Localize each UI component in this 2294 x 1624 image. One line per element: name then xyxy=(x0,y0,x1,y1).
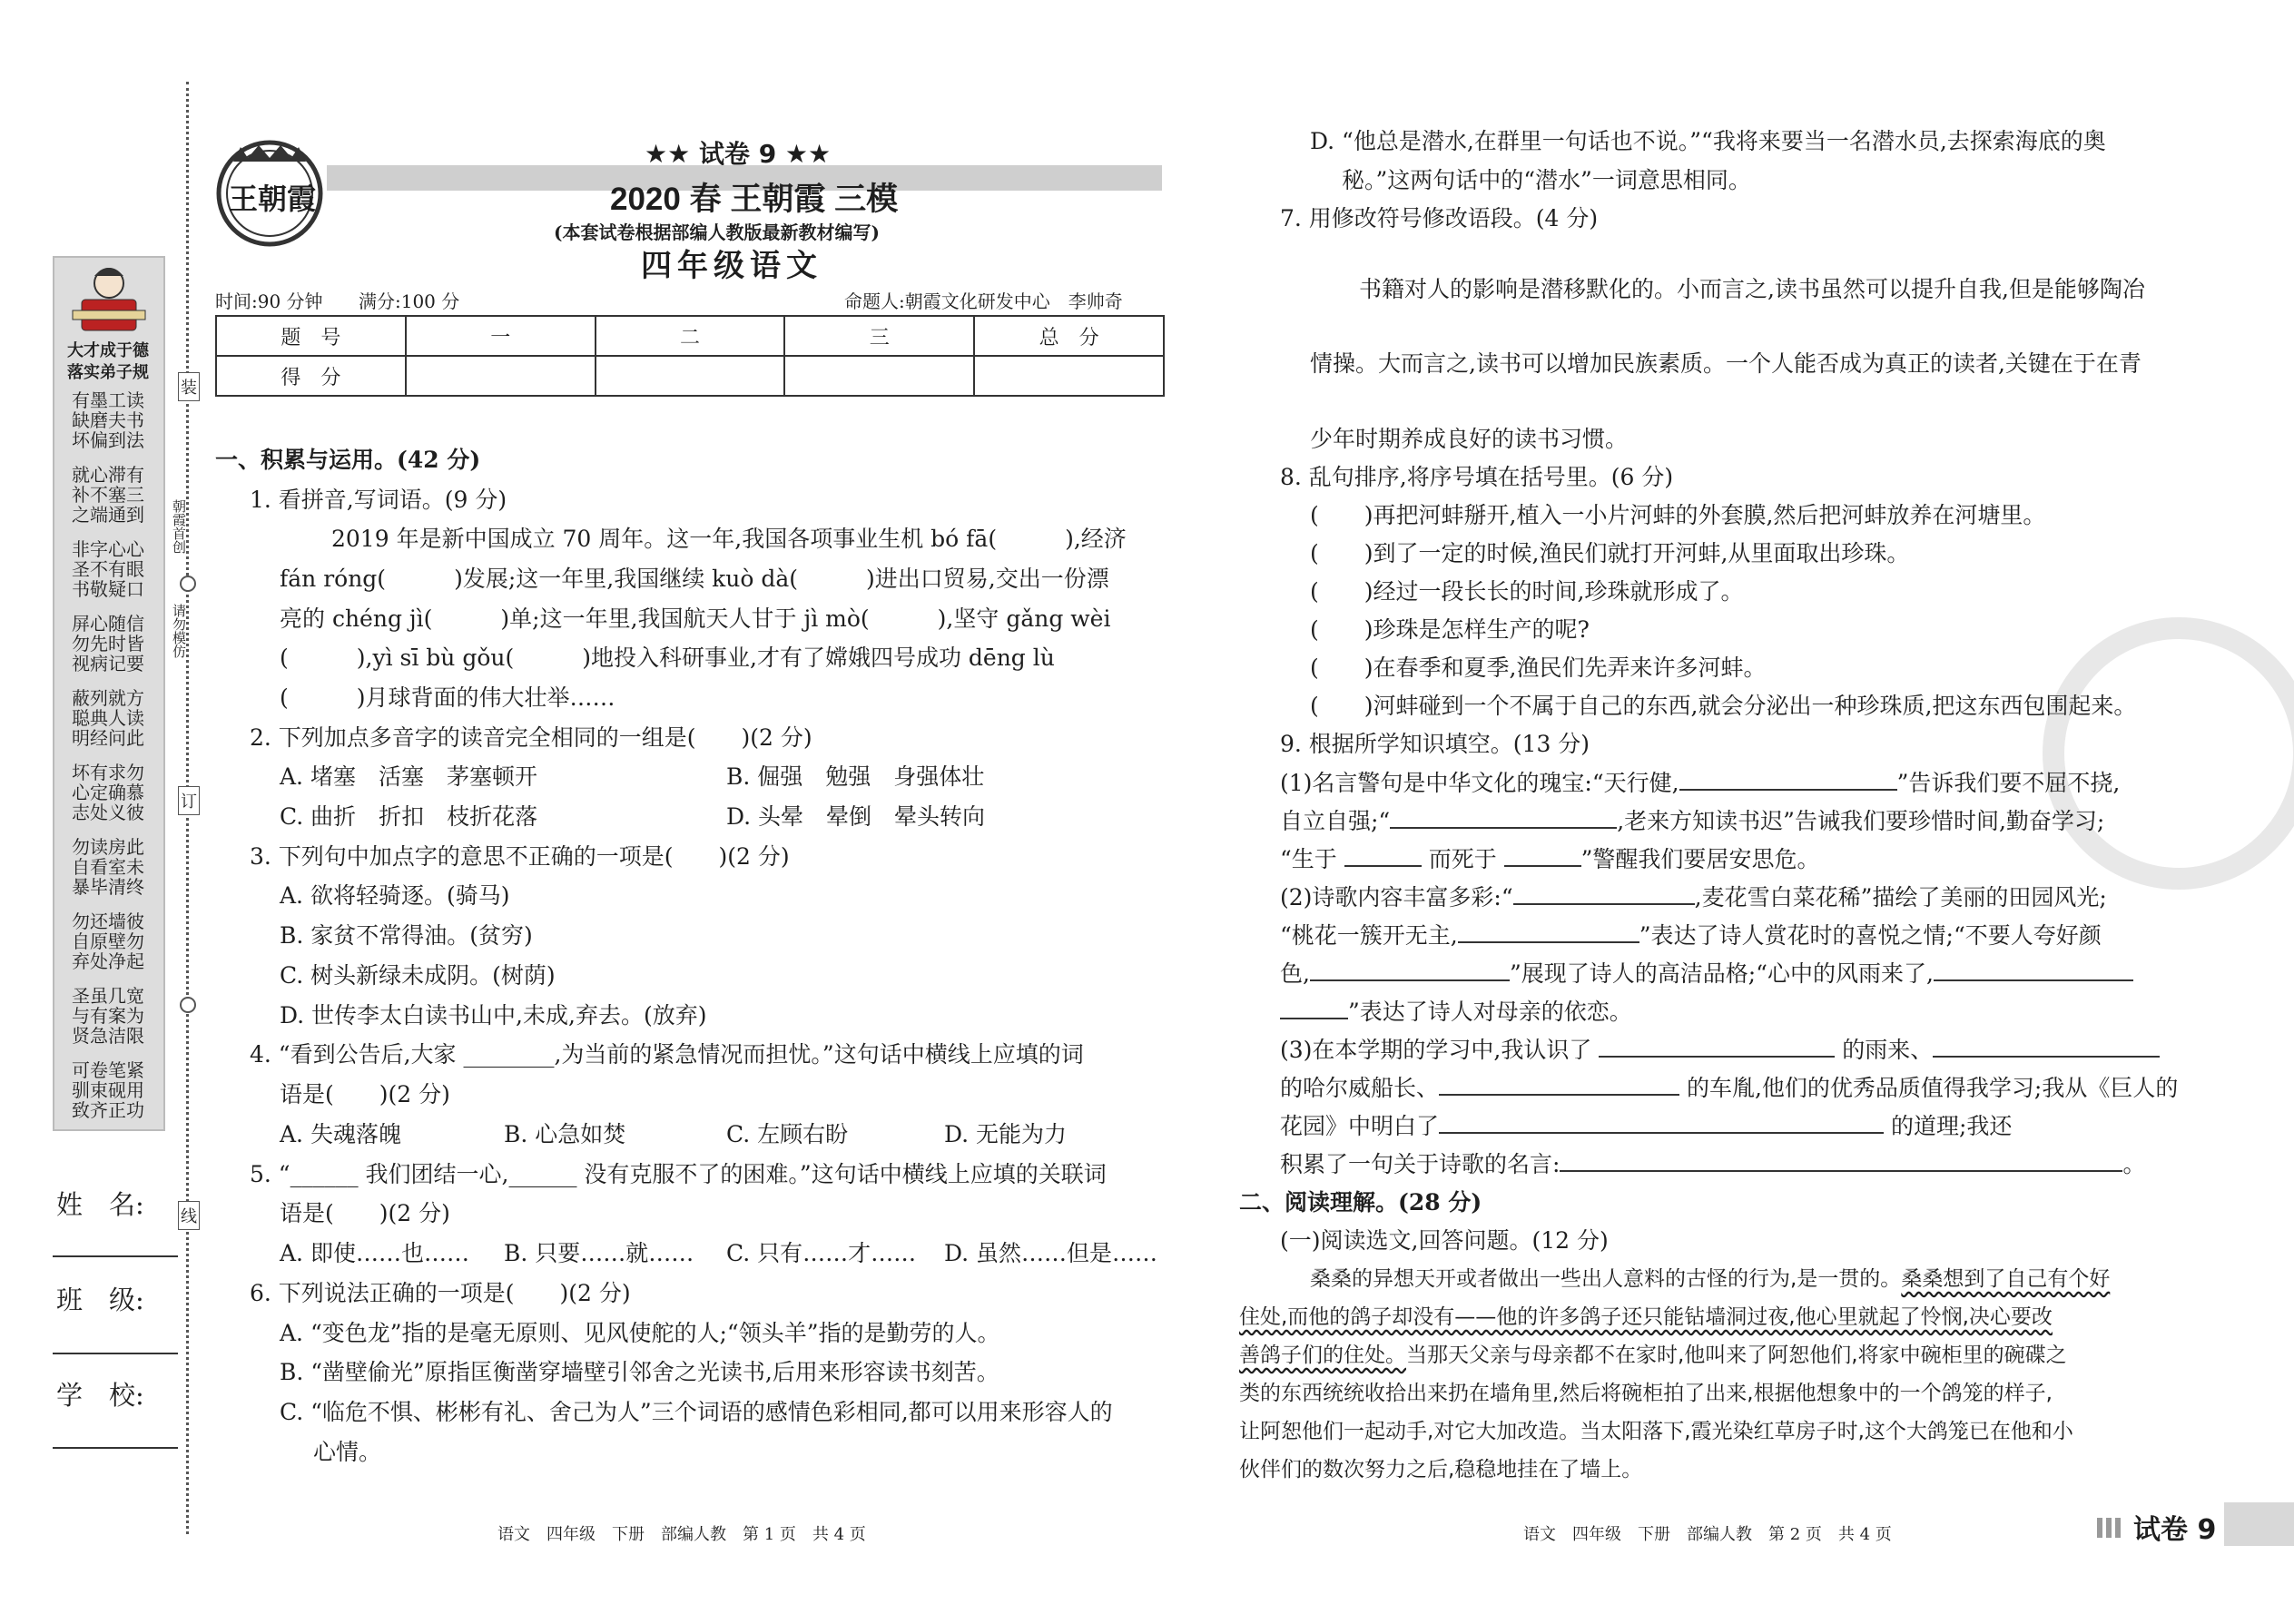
passage-line-1 xyxy=(1310,1262,2110,1296)
score-input[interactable] xyxy=(406,356,596,396)
q7-line-2: 情操。大而言之,读书可以增加民族素质。一个人能否成为真正的读者,关键在于在青 xyxy=(1310,350,2141,377)
exam-author: 命题人:朝霞文化研发中心 李帅奇 xyxy=(844,290,1123,312)
q9-blank[interactable] xyxy=(1933,1032,2160,1058)
q3-title: 3. 下列句中加点字的意思不正确的一项是( )(2 分) xyxy=(250,843,790,870)
class-label: 班 级: xyxy=(56,1284,144,1315)
q9-blank[interactable] xyxy=(1439,1108,1884,1134)
score-cell: 题 号 xyxy=(216,316,406,356)
score-cell: 总 分 xyxy=(974,316,1164,356)
passage-text: 当那天父亲与母亲都不在家时,他叫来了阿恕他们,将家中碗柜里的碗碟之 xyxy=(1406,1343,2067,1367)
corner-label: 试卷 9 xyxy=(2133,1514,2217,1546)
exam-title xyxy=(610,174,898,220)
binding-mark-3: 线 xyxy=(178,1201,200,1230)
q9-text: “生于 xyxy=(1280,846,1337,872)
q5-option-a[interactable]: A. 即使……也…… xyxy=(280,1240,469,1266)
mascot-icon xyxy=(68,263,150,336)
q9-blank[interactable] xyxy=(1458,918,1639,943)
series-text: 试卷 9 xyxy=(698,139,777,169)
q4-option-d[interactable]: D. 无能为力 xyxy=(944,1121,1068,1147)
section-1-title: 一、积累与运用。(42 分) xyxy=(215,447,481,473)
q9-line-6 xyxy=(1280,956,2133,991)
q9-text: 的道理;我还 xyxy=(1890,1113,2013,1139)
q8-item-4[interactable]: ( )珍珠是怎样生产的呢? xyxy=(1310,616,1590,643)
exam-full-score: 满分:100 分 xyxy=(359,290,460,312)
q9-line-1 xyxy=(1280,765,2120,801)
sidebar-motto-4: 屏心随信 勿先时皆 视病记要 xyxy=(72,613,144,674)
vertical-text-2: 请勿模仿 xyxy=(171,604,187,658)
sidebar-motto-1: 有墨工读 缺磨夫书 坏偏到法 xyxy=(72,389,144,451)
q9-text: 色, xyxy=(1280,960,1310,987)
q9-text: ”警醒我们要居安思危。 xyxy=(1580,846,1820,872)
passage-line-4: 类的东西统统收拾出来扔在墙角里,然后将碗柜拍了出来,根据他想象中的一个鸽笼的样子, xyxy=(1239,1382,2053,1405)
class-field[interactable] xyxy=(53,1353,178,1354)
q6-option-d-1[interactable]: D. “他总是潜水,在群里一句话也不说。”“我将来要当一名潜水员,去探索海底的奥 xyxy=(1310,128,2106,154)
q4-option-b[interactable]: B. 心急如焚 xyxy=(504,1121,626,1147)
sidebar-motto-8: 勿还墙彼 自原壁勿 弃处净起 xyxy=(72,910,144,972)
q9-text: (2)诗歌内容丰富多彩:“ xyxy=(1280,884,1513,910)
q2-option-b[interactable]: B. 倔强 勉强 身强体壮 xyxy=(726,763,985,790)
q1-line-1: 2019 年是新中国成立 70 周年。这一年,我国各项事业生机 bó fā( ),经济 xyxy=(331,526,1127,552)
q7-line-1: 书籍对人的影响是潜移默化的。小而言之,读书虽然可以提升自我,但是能够陶冶 xyxy=(1359,276,2145,302)
q9-text: ”告诉我们要不屈不挠, xyxy=(1896,770,2121,796)
q3-option-d[interactable]: D. 世传李太白读书山中,未成,弃去。(放弃) xyxy=(280,1002,707,1029)
q7-line-3: 少年时期养成良好的读书习惯。 xyxy=(1310,426,1629,452)
score-cell: 三 xyxy=(784,316,974,356)
q9-text: 的车胤,他们的优秀品质值得我学习;我从《巨人的 xyxy=(1686,1075,2179,1101)
q8-title: 8. 乱句排序,将序号填在括号里。(6 分) xyxy=(1280,464,1674,490)
score-table-header xyxy=(216,316,1164,356)
q5-line-1: 5. “______ 我们团结一心,______ 没有克服不了的困难。”这句话中横线上应填的关联词 xyxy=(250,1161,1107,1187)
school-field[interactable] xyxy=(53,1447,178,1449)
q9-blank[interactable] xyxy=(1344,842,1422,867)
score-cell: 得 分 xyxy=(216,356,406,396)
q8-item-5[interactable]: ( )在春季和夏季,渔民们先弄来许多河蚌。 xyxy=(1310,655,1767,681)
q4-option-c[interactable]: C. 左顾右盼 xyxy=(726,1121,849,1147)
q1-line-5: ( )月球背面的伟大壮举…… xyxy=(280,684,615,711)
q9-text: 的雨来、 xyxy=(1842,1037,1934,1063)
school-label: 学 校: xyxy=(56,1380,144,1411)
q9-text: ,老来方知读书迟”告诫我们要珍惜时间,勤奋学习; xyxy=(1617,808,2105,834)
q9-text: ”表达了诗人对母亲的依恋。 xyxy=(1348,999,1632,1025)
passage-underlined: 善鸽子们的住处。 xyxy=(1239,1343,1406,1367)
q9-line-8 xyxy=(1280,1032,2160,1068)
exam-time: 时间:90 分钟 xyxy=(215,290,323,312)
q9-blank[interactable] xyxy=(1679,765,1897,791)
q2-option-c[interactable]: C. 曲折 折扣 枝折花落 xyxy=(280,803,538,830)
q9-text: 自立自强;“ xyxy=(1280,808,1391,834)
q9-blank[interactable] xyxy=(1280,994,1348,1019)
score-table-row xyxy=(216,356,1164,396)
title-brand: 王朝霞 xyxy=(730,181,826,218)
q9-text: 而死于 xyxy=(1428,846,1497,872)
corner-tab xyxy=(2224,1502,2294,1546)
passage-line-6: 伙伴们的数次努力之后,稳稳地挂在了墙上。 xyxy=(1239,1458,1643,1481)
q8-item-1[interactable]: ( )再把河蚌掰开,植入一小片河蚌的外套膜,然后把河蚌放养在河塘里。 xyxy=(1310,502,2046,528)
series-label: ★★ 试卷 9 ★★ xyxy=(645,139,832,169)
passage-underlined: 住处,而他的鸽子却没有——他的许多鸽子还只能钻墙洞过夜,他心里就起了怜悯,决心要改 xyxy=(1239,1305,2053,1329)
q1-line-4: ( ),yì sī bù gǒu( )地投入科研事业,才有了嫦娥四号成功 dēng lù xyxy=(280,645,1055,671)
sidebar-motto-3: 非字心心 圣不有眼 书敬疑口 xyxy=(72,538,144,600)
q2-option-a[interactable]: A. 堵塞 活塞 茅塞顿开 xyxy=(280,763,537,790)
name-field[interactable] xyxy=(53,1255,178,1257)
sidebar-motto-6: 坏有求勿 心定确慕 志处义彼 xyxy=(72,762,144,823)
sidebar-motto-5: 蔽列就方 聪典人读 明经问此 xyxy=(72,687,144,749)
q9-text: “桃花一簇开无主, xyxy=(1280,922,1458,949)
page-footer-left: 语文 四年级 下册 部编人教 第 1 页 共 4 页 xyxy=(497,1525,866,1544)
q8-item-6[interactable]: ( )河蚌碰到一个不属于自己的东西,就会分泌出一种珍珠质,把这东西包围起来。 xyxy=(1310,693,2137,719)
q9-text: 积累了一句关于诗歌的名言: xyxy=(1280,1151,1561,1177)
q3-option-b[interactable]: B. 家贫不常得油。(贫穷) xyxy=(280,922,533,949)
q9-text: ”展现了诗人的高洁品格;“心中的风雨来了, xyxy=(1509,960,1934,987)
sidebar-motto-7: 勿读房此 自看室未 暴毕清终 xyxy=(72,836,144,898)
passage-line-5: 让阿恕他们一起动手,对它大加改造。当太阳落下,霞光染红草房子时,这个大鸽笼已在他和小 xyxy=(1239,1420,2073,1443)
q9-line-10 xyxy=(1280,1108,2012,1144)
sidebar-slogan-1: 大才成于德 xyxy=(67,341,149,360)
q9-text: 的哈尔威船长、 xyxy=(1280,1075,1440,1101)
q9-blank[interactable] xyxy=(1390,803,1617,829)
q9-text: ”表达了诗人赏花时的喜悦之情;“不要人夸好颜 xyxy=(1639,922,2102,949)
q9-line-5 xyxy=(1280,918,2102,953)
q9-line-9 xyxy=(1280,1070,2178,1106)
q9-blank[interactable] xyxy=(1513,880,1695,905)
subject-title: 四年级语文 xyxy=(641,248,822,284)
score-cell: 一 xyxy=(406,316,596,356)
q7-title: 7. 用修改符号修改语段。(4 分) xyxy=(1280,205,1599,231)
q9-text: 。 xyxy=(2122,1151,2146,1177)
section-2-title: 二、阅读理解。(28 分) xyxy=(1239,1189,1482,1216)
q9-line-7 xyxy=(1280,994,1632,1029)
page-footer-right: 语文 四年级 下册 部编人教 第 2 页 共 4 页 xyxy=(1523,1525,1892,1544)
q6-title: 6. 下列说法正确的一项是( )(2 分) xyxy=(250,1280,631,1306)
q9-line-2 xyxy=(1280,803,2104,839)
score-input[interactable] xyxy=(974,356,1164,396)
q5-option-c[interactable]: C. 只有……才…… xyxy=(726,1240,917,1266)
score-table xyxy=(215,315,1165,397)
edition-note: (本套试卷根据部编人教版最新教材编写) xyxy=(554,221,880,243)
q3-option-a[interactable]: A. 欲将轻骑逐。(骑马) xyxy=(280,882,510,909)
reading-1-title: (一)阅读选文,回答问题。(12 分) xyxy=(1280,1227,1609,1254)
q1-line-3: 亮的 chéng jì( )单;这一年里,我国航天人甘于 jì mò( ),坚守 gǎng wèi xyxy=(280,605,1111,632)
brand-logo-text: 王朝霞 xyxy=(229,182,317,216)
q4-option-a[interactable]: A. 失魂落魄 xyxy=(280,1121,401,1147)
q8-item-3[interactable]: ( )经过一段长长的时间,珍珠就形成了。 xyxy=(1310,578,1744,605)
q9-line-11 xyxy=(1280,1147,2145,1182)
sidebar-motto-10: 可卷笔紧 驯束砚用 致齐正功 xyxy=(72,1059,144,1121)
title-left: 2020 春 xyxy=(610,182,722,217)
q9-title: 9. 根据所学知识填空。(13 分) xyxy=(1280,731,1590,757)
q9-blank[interactable] xyxy=(1504,842,1581,867)
q9-line-3 xyxy=(1280,842,1819,877)
q6-option-d-2: 秘。”这两句话中的“潜水”一词意思相同。 xyxy=(1342,167,1751,193)
watermark-seal xyxy=(2043,617,2294,890)
q6-option-c-1[interactable]: C. “临危不惧、彬彬有礼、舍己为人”三个词语的感情色彩相同,都可以用来形容人的 xyxy=(280,1399,1113,1425)
sidebar-motto-2: 就心滞有 补不塞三 之端通到 xyxy=(72,464,144,526)
q9-text: (3)在本学期的学习中,我认识了 xyxy=(1280,1037,1592,1063)
corner-decoration xyxy=(2097,1518,2124,1538)
score-cell: 二 xyxy=(596,316,785,356)
q9-blank[interactable] xyxy=(1310,956,1510,981)
sidebar-motto-9: 圣虽几宽 与有案为 贤急洁限 xyxy=(72,985,144,1047)
score-input[interactable] xyxy=(784,356,974,396)
q5-option-d[interactable]: D. 虽然……但是…… xyxy=(944,1240,1158,1266)
q9-text: (1)名言警句是中华文化的瑰宝:“天行健, xyxy=(1280,770,1679,796)
q1-title: 1. 看拼音,写词语。(9 分) xyxy=(250,487,507,513)
q6-option-a[interactable]: A. “变色龙”指的是毫无原则、见风使舵的人;“领头羊”指的是勤劳的人。 xyxy=(280,1320,1000,1346)
q6-option-b[interactable]: B. “凿壁偷光”原指匡衡凿穿墙壁引邻舍之光读书,后用来形容读书刻苦。 xyxy=(280,1359,999,1385)
q5-option-b[interactable]: B. 只要……就…… xyxy=(504,1240,694,1266)
q9-blank[interactable] xyxy=(1439,1070,1679,1096)
binding-hole-2 xyxy=(180,997,196,1013)
title-right: 三模 xyxy=(834,182,899,217)
q1-line-2: fán róng( )发展;这一年里,我国继续 kuò dà( )进出口贸易,交出一份漂 xyxy=(280,566,1109,592)
binding-mark-1: 装 xyxy=(178,372,200,401)
q4-line-1: 4. “看到公告后,大家 ________,为当前的紧急情况而担忧。”这句话中横线上应填的词 xyxy=(250,1041,1084,1068)
q9-text: 花园》中明白了 xyxy=(1280,1113,1440,1139)
q9-text: ,麦花雪白菜花稀”描绘了美丽的田园风光; xyxy=(1694,884,2107,910)
passage-underlined: 桑桑想到了自己有个好 xyxy=(1901,1267,2111,1291)
q2-option-d[interactable]: D. 头晕 晕倒 晕头转向 xyxy=(726,803,986,830)
q4-line-2: 语是( )(2 分) xyxy=(280,1081,450,1107)
q3-option-c[interactable]: C. 树头新绿未成阴。(树荫) xyxy=(280,962,556,989)
passage-line-3 xyxy=(1239,1338,2067,1373)
binding-mark-2: 订 xyxy=(178,786,200,815)
q9-blank[interactable] xyxy=(1599,1032,1835,1058)
binding-hole-1 xyxy=(180,576,196,592)
vertical-text-1: 朝霞首创 xyxy=(171,499,187,554)
q9-blank[interactable] xyxy=(1560,1147,2122,1172)
q9-line-4 xyxy=(1280,880,2107,915)
q2-title: 2. 下列加点多音字的读音完全相同的一组是( )(2 分) xyxy=(250,724,812,751)
q8-item-2[interactable]: ( )到了一定的时候,渔民们就打开河蚌,从里面取出珍珠。 xyxy=(1310,540,1910,566)
passage-line-2 xyxy=(1239,1300,2053,1334)
name-label: 姓 名: xyxy=(56,1189,144,1220)
score-input[interactable] xyxy=(596,356,785,396)
q5-line-2: 语是( )(2 分) xyxy=(280,1200,450,1226)
passage-text: 桑桑的异想天开或者做出一些出人意料的古怪的行为,是一贯的。 xyxy=(1310,1267,1902,1291)
sidebar-slogan-2: 落实弟子规 xyxy=(67,363,149,382)
q9-blank[interactable] xyxy=(1934,956,2133,981)
q6-option-c-2: 心情。 xyxy=(313,1439,382,1465)
